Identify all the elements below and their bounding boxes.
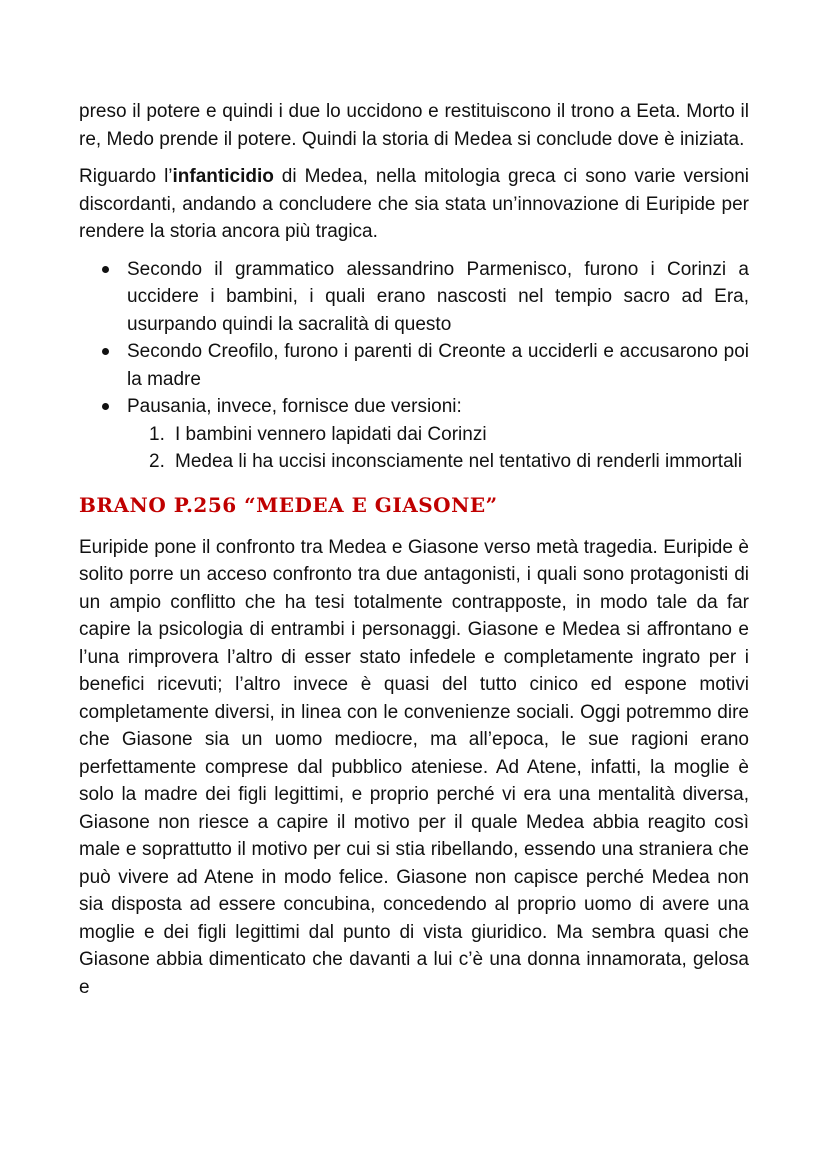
numbered-item [149,448,749,476]
bullet-item-pausania [127,393,749,476]
document-page [79,98,749,1011]
intro-paragraph: preso il potere e quindi i due lo uccidono e restituiscono il trono a Eeta. Morto il re, Medo prende il potere. Quindi la storia di Medea si conclude dove è iniziata. [79,101,749,150]
bullet-icon [102,348,109,355]
item-text: Medea li ha uccisi inconsciamente nel tentativo di renderli immortali [175,451,743,472]
versions-bullet-list [79,256,749,476]
bullet-icon [102,403,109,410]
pausania-numbered-list [127,421,749,476]
infanticide-text-after: di Medea, nella mitologia greca ci sono varie versioni discordanti, andando a concludere che sia stata un’innovazione di Euripide per rendere la storia ancora più tragica. [79,166,749,242]
infanticide-paragraph [79,163,749,246]
bullet-text: Secondo il grammatico alessandrino Parmenisco, furono i Corinzi a uccidere i bambini, i quali erano nascosti nel tempio sacro ad Era, usurpando quindi la sacralità di questo [127,258,749,335]
bullet-text: Secondo Creofilo, furono i parenti di Creonte a ucciderli e accusarono poi la madre [127,341,749,390]
item-number: 2. [149,451,165,472]
numbered-item [149,421,749,449]
item-text: I bambini vennero lapidati dai Corinzi [175,423,487,445]
bullet-icon [102,266,109,273]
bullet-item-creofilo [127,338,749,393]
body-paragraph: Euripide pone il confronto tra Medea e Giasone verso metà tragedia. Euripide è solito porre un acceso confronto tra due antagonisti, i quali sono protagonisti di un ampio conflitto che ha tesi totalmente contrapposte, in modo tale da far capire la psicologia di entrambi i personaggi. Giasone e Medea si affrontano e l’una rimprovera l’altro di esser stato infedele e completamente ingrato per i benefici ricevuti; l’altro invece è quasi del tutto cinico ed espone motivi completamente diversi, in linea con le convenienze sociali. Oggi potremmo dire che Giasone sia un uomo mediocre, ma all’epoca, le sue ragioni erano perfettamente comprese dal pubblico ateniese. Ad Atene, infatti, la moglie è solo la madre dei figli legittimi, e proprio perché vi era una mentalità diversa, Giasone non riesce a capire il motivo per il quale Medea abbia reagito così male e soprattutto il motivo per cui si stia ribellando, essendo una straniera che può vivere ad Atene in modo felice. Giasone non capisce perché Medea non sia disposta ad essere concubina, concedendo al proprio uomo di avere una moglie e dei figli legittimi dal punto di vista giuridico. Ma sembra quasi che Giasone abbia dimenticato che davanti a lui c’è una donna innamorata, gelosa e [79,536,749,998]
item-number: 1. [149,423,165,445]
bullet-item-parmenisco [127,256,749,339]
section-heading: BRANO P.256 “MEDEA E GIASONE” [79,492,498,517]
infanticide-bold-term: infanticidio [172,166,274,187]
infanticide-text-before: Riguardo l’ [79,166,173,187]
bullet-text: Pausania, invece, fornisce due versioni: [127,396,462,417]
